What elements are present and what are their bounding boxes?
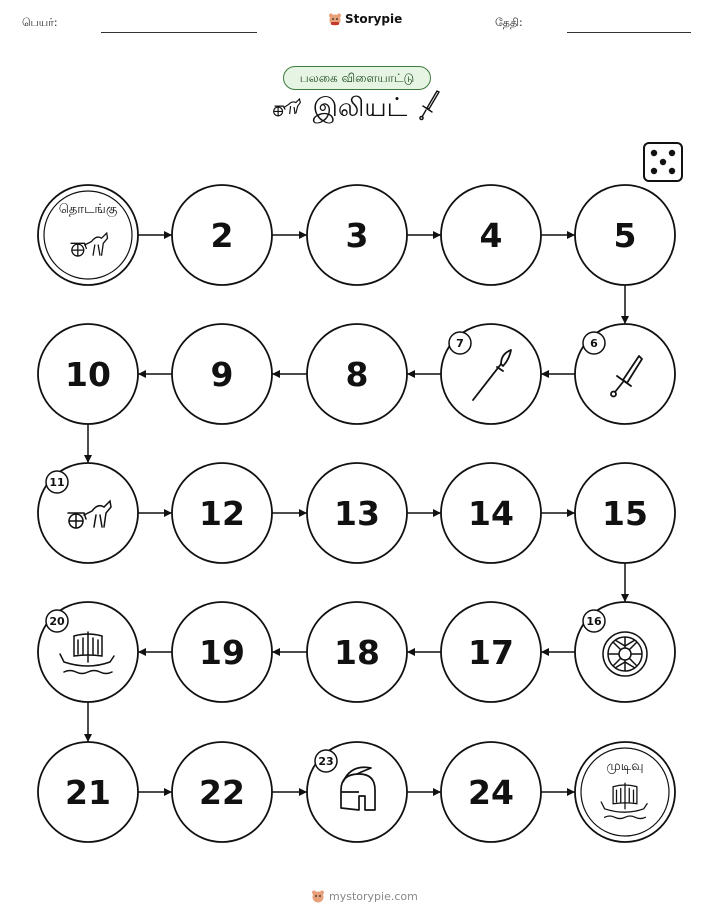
space-number: 2 [210, 216, 234, 255]
space-number: 12 [199, 494, 245, 533]
board-game-badge: பலகை விளையாட்டு [283, 66, 431, 90]
arrow-head [84, 734, 92, 742]
space-number: 21 [65, 773, 111, 812]
space-badge-number: 23 [318, 755, 334, 768]
board-space-5[interactable] [575, 185, 675, 285]
footer-url: mystorypie.com [329, 889, 418, 903]
arrow-head [138, 648, 146, 656]
board-space-13[interactable] [307, 463, 407, 563]
arrow-head [541, 648, 549, 656]
brand-name: Storypie [345, 12, 403, 26]
space-badge-number: 20 [49, 615, 65, 628]
arrow-head [567, 509, 575, 517]
arrow-head [567, 231, 575, 239]
space-number: 17 [468, 633, 514, 672]
arrow-head [621, 594, 629, 602]
board-space-4[interactable] [441, 185, 541, 285]
arrow-head [407, 370, 415, 378]
space-number: 3 [345, 216, 369, 255]
arrow-head [164, 509, 172, 517]
board-space-6[interactable] [575, 324, 675, 424]
arrow-head [541, 370, 549, 378]
arrow-head [272, 370, 280, 378]
arrow-head [433, 788, 441, 796]
arrow-head [299, 788, 307, 796]
space-number: 22 [199, 773, 245, 812]
arrow-head [272, 648, 280, 656]
board-space-15[interactable] [575, 463, 675, 563]
space-number: 19 [199, 633, 245, 672]
space-number: 14 [468, 494, 514, 533]
space-number: 4 [479, 216, 503, 255]
board-space-8[interactable] [307, 324, 407, 424]
storypie-mascot-icon [311, 889, 325, 903]
board-space-2[interactable] [172, 185, 272, 285]
space-number: 13 [334, 494, 380, 533]
board-space-3[interactable] [307, 185, 407, 285]
board-space-22[interactable] [172, 742, 272, 842]
board-space-7[interactable] [441, 324, 541, 424]
start-label: தொடங்கு [58, 202, 118, 217]
board-space-17[interactable] [441, 602, 541, 702]
date-label: தேதி: [495, 16, 523, 29]
space-number: 5 [613, 216, 637, 255]
space-number: 18 [334, 633, 380, 672]
board-space-10[interactable] [38, 324, 138, 424]
board-space-1[interactable] [38, 185, 138, 285]
arrow-head [138, 370, 146, 378]
board-space-19[interactable] [172, 602, 272, 702]
space-badge-number: 11 [49, 476, 65, 489]
arrow-head [299, 231, 307, 239]
arrow-head [164, 231, 172, 239]
board-space-14[interactable] [441, 463, 541, 563]
arrow-head [621, 316, 629, 324]
board-space-12[interactable] [172, 463, 272, 563]
arrow-head [407, 648, 415, 656]
board-space-20[interactable] [38, 602, 138, 702]
arrow-head [299, 509, 307, 517]
space-number: 9 [210, 355, 234, 394]
arrow-head [84, 455, 92, 463]
board-space-18[interactable] [307, 602, 407, 702]
board-space-25[interactable] [575, 742, 675, 842]
space-number: 10 [65, 355, 111, 394]
board-space-11[interactable] [38, 463, 138, 563]
board-space-16[interactable] [575, 602, 675, 702]
footer [311, 889, 418, 903]
end-label: முடிவு [606, 759, 644, 774]
board-space-21[interactable] [38, 742, 138, 842]
arrow-head [164, 788, 172, 796]
title-text: இலியட் [312, 93, 408, 123]
space-badge-number: 16 [586, 615, 602, 628]
board-space-24[interactable] [441, 742, 541, 842]
arrow-head [433, 231, 441, 239]
space-number: 15 [602, 494, 648, 533]
space-badge-number: 7 [456, 337, 464, 350]
arrow-head [567, 788, 575, 796]
arrow-head [433, 509, 441, 517]
board-space-23[interactable] [307, 742, 407, 842]
board-space-9[interactable] [172, 324, 272, 424]
space-number: 24 [468, 773, 514, 812]
name-label: பெயர்: [22, 16, 58, 29]
space-badge-number: 6 [590, 337, 598, 350]
space-number: 8 [345, 355, 369, 394]
